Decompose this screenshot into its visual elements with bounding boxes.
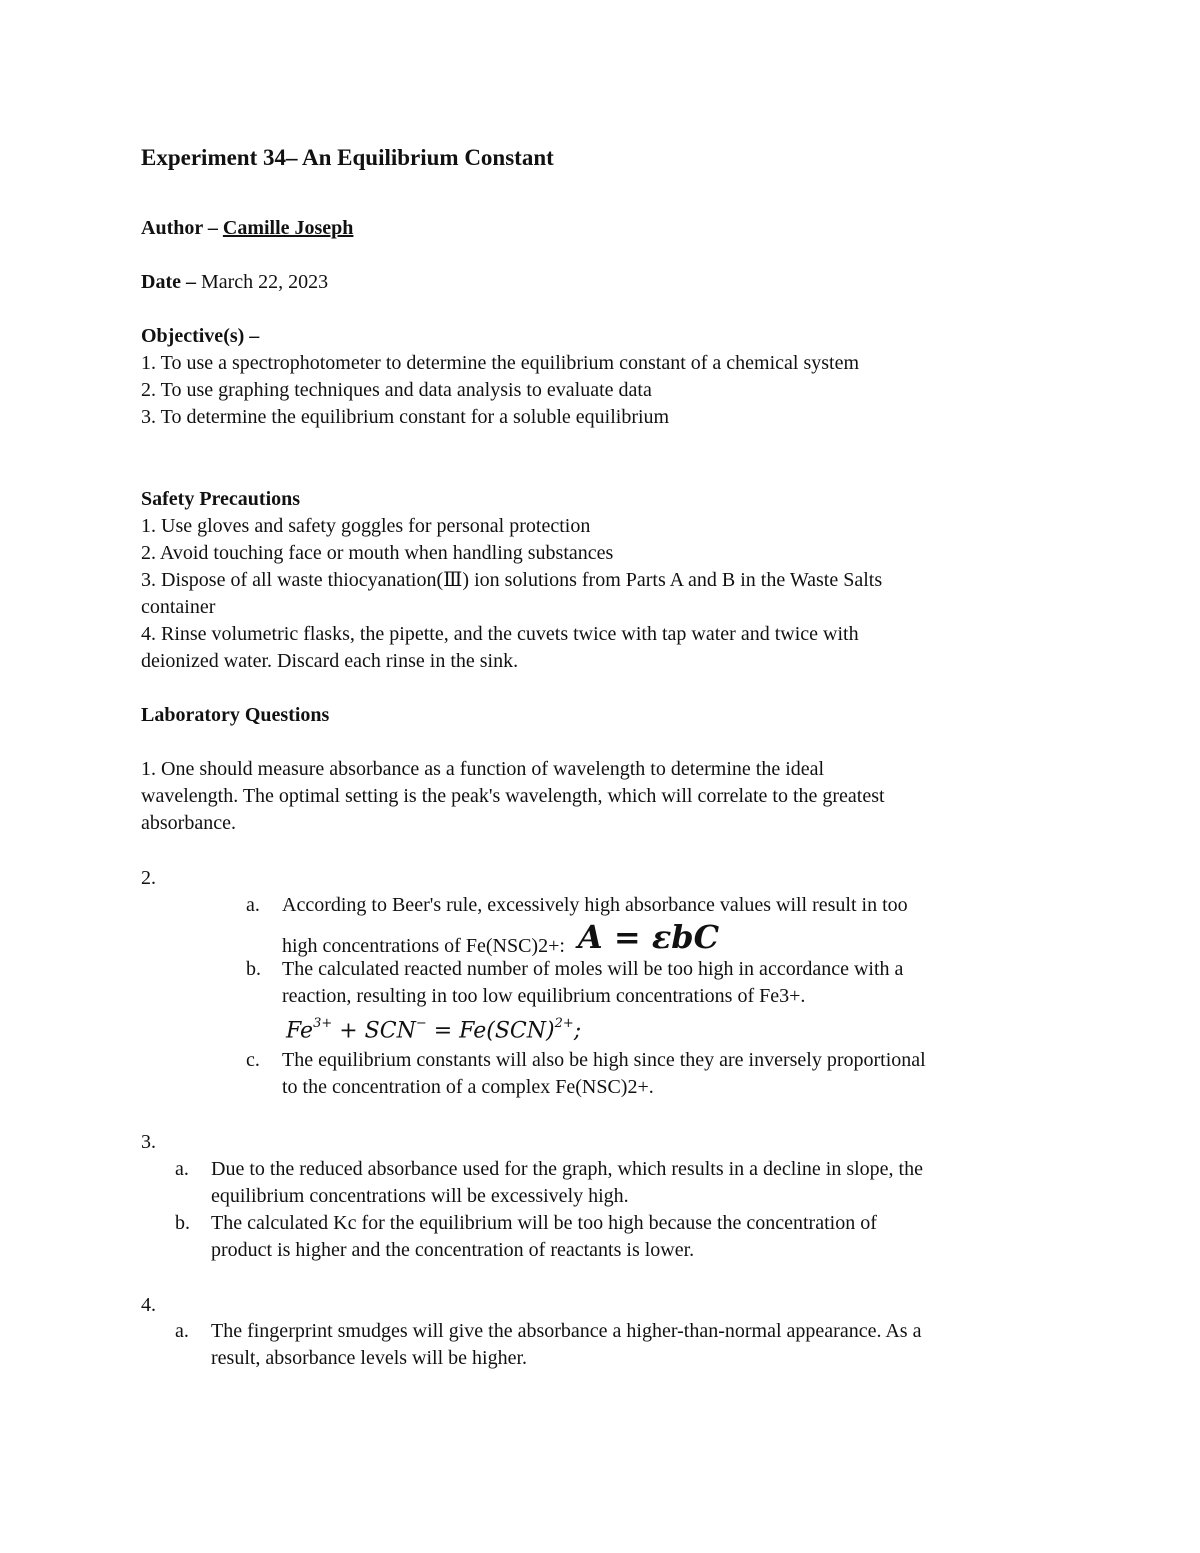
reaction-fe-charge: 3+ (313, 1016, 333, 1031)
safety-item: 3. Dispose of all waste thiocyanation(Ⅲ) ion solutions from Parts A and B in the Waste Salts (141, 569, 883, 591)
beers-law-equation: A = εbC (577, 918, 720, 956)
objective-item: 3. To determine the equilibrium constant for a soluble equilibrium (141, 406, 670, 428)
question-3-number: 3. (141, 1131, 156, 1153)
reaction-equation (286, 1012, 581, 1044)
objective-item: 2. To use graphing techniques and data analysis to evaluate data (141, 379, 652, 401)
answer-4a-line: result, absorbance levels will be higher. (211, 1347, 528, 1369)
answer-2b-line: The calculated reacted number of moles will be too high in accordance with a (282, 958, 904, 980)
safety-item: 2. Avoid touching face or mouth when handling substances (141, 542, 614, 564)
answer-3b-line: product is higher and the concentration of reactants is lower. (211, 1239, 695, 1261)
document-title: Experiment 34– An Equilibrium Constant (141, 145, 554, 170)
answer-3a-line: equilibrium concentrations will be excessively high. (211, 1185, 629, 1207)
safety-item: 4. Rinse volumetric flasks, the pipette, and the cuvets twice with tap water and twice with (141, 623, 859, 645)
author-line (141, 215, 353, 242)
list-marker: a. (175, 1158, 189, 1180)
objectives-heading: Objective(s) – (141, 325, 260, 347)
reaction-scn: + SCN (332, 1018, 416, 1044)
answer-2c-line: The equilibrium constants will also be high since they are inversely proportional (282, 1049, 926, 1071)
safety-item: 1. Use gloves and safety goggles for personal protection (141, 515, 591, 537)
objective-item: 1. To use a spectrophotometer to determine the equilibrium constant of a chemical system (141, 352, 860, 374)
reaction-scn-charge: − (415, 1016, 427, 1031)
lab-questions-heading: Laboratory Questions (141, 704, 330, 726)
answer-2a-line: According to Beer's rule, excessively high absorbance values will result in too (282, 894, 908, 916)
reaction-end: ; (573, 1018, 582, 1044)
author-name: Camille Joseph (222, 217, 354, 239)
list-marker: a. (175, 1320, 189, 1342)
question-1-line: wavelength. The optimal setting is the peak's wavelength, which will correlate to the greatest (141, 785, 885, 807)
answer-2a-text: high concentrations of Fe(NSC)2+: (282, 935, 565, 957)
safety-item-continued: deionized water. Discard each rinse in the sink. (141, 650, 519, 672)
list-marker: c. (246, 1049, 260, 1071)
date-value: March 22, 2023 (200, 271, 329, 293)
question-2-number: 2. (141, 867, 156, 889)
reaction-product-charge: 2+ (554, 1016, 574, 1031)
date-label: Date – (141, 271, 196, 293)
question-4-number: 4. (141, 1294, 156, 1316)
author-label: Author – (141, 217, 218, 239)
answer-2b-line: reaction, resulting in too low equilibrium concentrations of Fe3+. (282, 985, 806, 1007)
answer-3a-line: Due to the reduced absorbance used for the graph, which results in a decline in slope, the (211, 1158, 923, 1180)
safety-item-continued: container (141, 596, 216, 618)
list-marker: b. (175, 1212, 190, 1234)
answer-4a-line: The fingerprint smudges will give the absorbance a higher-than-normal appearance. As a (211, 1320, 922, 1342)
list-marker: a. (246, 894, 260, 916)
answer-2c-line: to the concentration of a complex Fe(NSC)2+. (282, 1076, 654, 1098)
reaction-fe: Fe (286, 1018, 314, 1044)
list-marker: b. (246, 958, 261, 980)
question-1-line: 1. One should measure absorbance as a function of wavelength to determine the ideal (141, 758, 825, 780)
date-line (141, 269, 328, 296)
safety-heading: Safety Precautions (141, 488, 301, 510)
reaction-product: = Fe(SCN) (426, 1018, 555, 1044)
question-1-line: absorbance. (141, 812, 236, 834)
answer-3b-line: The calculated Kc for the equilibrium will be too high because the concentration of (211, 1212, 877, 1234)
